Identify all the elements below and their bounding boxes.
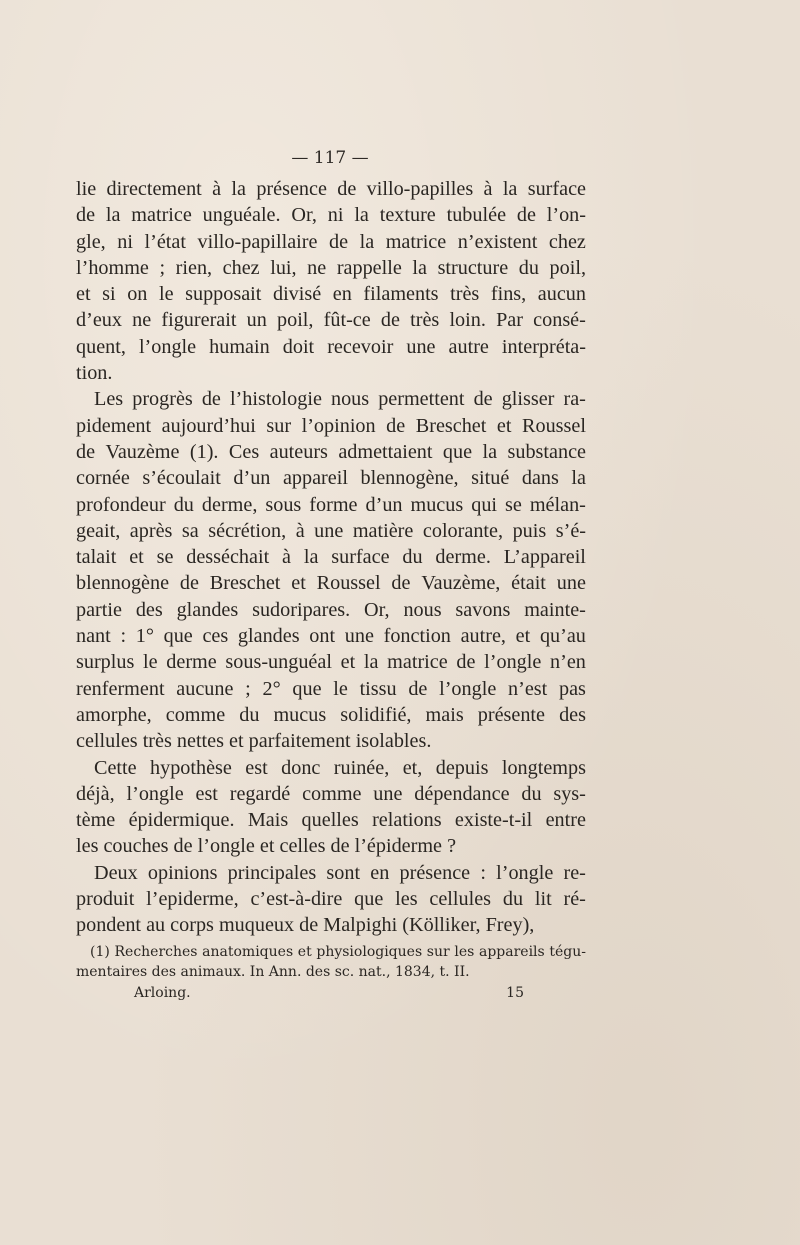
text-line: partie des glandes sudoripares. Or, nous savons mainte- [76, 598, 586, 621]
sheet-number: 15 [506, 985, 524, 1001]
footnote-line: mentaires des animaux. In Ann. des sc. nat., 1834, t. II. [76, 964, 470, 980]
text-line: cornée s’écoulait d’un appareil blennogène, situé dans la [76, 467, 586, 490]
text-line: geait, après sa sécrétion, à une matière colorante, puis s’é- [76, 519, 586, 542]
text-line: d’eux ne figurerait un poil, fût-ce de très loin. Par consé- [76, 309, 586, 332]
text-line: pidement aujourd’hui sur l’opinion de Breschet et Roussel [76, 414, 586, 437]
text-line: gle, ni l’état villo-papillaire de la matrice n’existent chez [76, 230, 586, 253]
text-line: pondent au corps muqueux de Malpighi (Kölliker, Frey), [76, 914, 535, 937]
signature-row [134, 985, 524, 1001]
author-signature: Arloing. [134, 985, 191, 1001]
text-line: quent, l’ongle humain doit recevoir une autre interpréta- [76, 335, 586, 358]
text-line: Deux opinions principales sont en présence : l’ongle re- [94, 861, 586, 884]
text-line: tème épidermique. Mais quelles relations existe-t-il entre [76, 809, 586, 832]
text-line: Les progrès de l’histologie nous permettent de glisser ra- [94, 388, 586, 411]
paragraph [76, 755, 586, 860]
text-line: nant : 1° que ces glandes ont une fonction autre, et qu’au [76, 625, 586, 648]
text-line: de Vauzème (1). Ces auteurs admettaient que la substance [76, 440, 586, 463]
text-line: produit l’epiderme, c’est-à-dire que les cellules du lit ré- [76, 888, 586, 911]
text-line: tion. [76, 362, 113, 385]
paragraph [76, 860, 586, 939]
text-line: cellules très nettes et parfaitement isolables. [76, 730, 432, 753]
text-line: de la matrice unguéale. Or, ni la texture tubulée de l’on- [76, 204, 586, 227]
text-line: Cette hypothèse est donc ruinée, et, depuis longtemps [94, 756, 586, 779]
text-line: profondeur du derme, sous forme d’un mucus qui se mélan- [76, 493, 586, 516]
body-text [76, 176, 586, 939]
footnote-line: (1) Recherches anatomiques et physiologiques sur les appareils tégu- [90, 944, 586, 960]
text-line: renferment aucune ; 2° que le tissu de l’ongle n’est pas [76, 677, 586, 700]
page-number: — 117 — [291, 148, 369, 168]
text-line: les couches de l’ongle et celles de l’épiderme ? [76, 835, 457, 858]
text-line: lie directement à la présence de villo-papilles à la surface [76, 178, 586, 200]
text-line: blennogène de Breschet et Roussel de Vauzème, était une [76, 572, 586, 595]
paragraph [76, 176, 586, 386]
text-line: talait et se desséchait à la surface du derme. L’appareil [76, 546, 586, 569]
footnote [76, 942, 586, 982]
text-line: surplus le derme sous-unguéal et la matrice de l’ongle n’en [76, 651, 586, 674]
text-line: déjà, l’ongle est regardé comme une dépendance du sys- [76, 782, 586, 805]
text-line: l’homme ; rien, chez lui, ne rappelle la structure du poil, [76, 256, 586, 279]
text-line: amorphe, comme du mucus solidifié, mais présente des [76, 703, 586, 726]
paragraph [76, 386, 586, 754]
text-line: et si on le supposait divisé en filaments très fins, aucun [76, 283, 586, 306]
